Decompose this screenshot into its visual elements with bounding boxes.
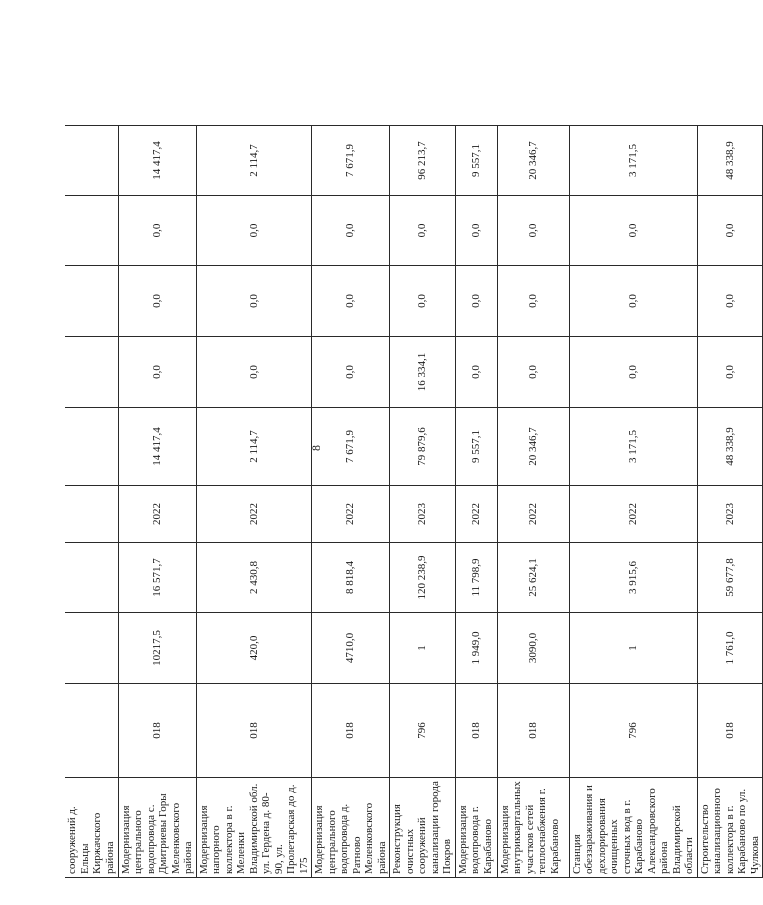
cell-c8 (65, 196, 118, 266)
cell-code: 018 (697, 684, 763, 778)
cell-c3: 8 818,4 (312, 543, 390, 613)
cell-c3: 2 430,8 (196, 543, 312, 613)
cell-c3: 3 915,6 (569, 543, 697, 613)
cell-c6: 0,0 (312, 337, 390, 408)
cell-c5 (65, 408, 118, 486)
cell-c6: 0,0 (569, 337, 697, 408)
cell-c8: 0,0 (118, 196, 196, 266)
cell-name: Модернизация водопровода г. Карабаново (455, 778, 497, 878)
cell-c6: 0,0 (118, 337, 196, 408)
cell-c7: 0,0 (196, 266, 312, 337)
cell-c4: 2022 (455, 486, 497, 543)
cell-c9 (65, 126, 118, 196)
cell-c2: 420,0 (196, 613, 312, 684)
cell-c6: 0,0 (697, 337, 763, 408)
cell-c7: 0,0 (455, 266, 497, 337)
cell-c4 (65, 486, 118, 543)
cell-c9: 14 417,4 (118, 126, 196, 196)
cell-c5: 2 114,7 (196, 408, 312, 486)
cell-c3 (65, 543, 118, 613)
cell-c5: 14 417,4 (118, 408, 196, 486)
cell-c8: 0,0 (196, 196, 312, 266)
cell-code: 018 (497, 684, 569, 778)
cell-name: Модернизация центрального водопровода д. Ратново Меленковского района (312, 778, 390, 878)
table-row (118, 126, 196, 878)
cell-name: Модернизация напорного коллектора в г. Меленки Владимирской обл. ул. Гердена д. 80-90, ул. Пролетарская до д. 175 (196, 778, 312, 878)
cell-c4: 2022 (312, 486, 390, 543)
cell-c2: 1 (569, 613, 697, 684)
cell-c6: 0,0 (497, 337, 569, 408)
cell-c6: 0,0 (455, 337, 497, 408)
table-row (697, 126, 763, 878)
cell-c2: 10217,5 (118, 613, 196, 684)
cell-c4: 2023 (390, 486, 456, 543)
cell-c7: 0,0 (118, 266, 196, 337)
table-row (497, 126, 569, 878)
cell-c9: 2 114,7 (196, 126, 312, 196)
cell-c8: 0,0 (497, 196, 569, 266)
cell-c7: 0,0 (390, 266, 456, 337)
cell-c4: 2022 (497, 486, 569, 543)
cell-c5: 7 671,9 (312, 408, 390, 486)
page-number: 8 (309, 445, 323, 451)
table-row (455, 126, 497, 878)
cell-c2: 1 949,0 (455, 613, 497, 684)
table-row (390, 126, 456, 878)
cell-name: Модернизация центрального водопровода с. Дмитриевы Горы Меленковского района (118, 778, 196, 878)
cell-c3: 25 624,1 (497, 543, 569, 613)
cell-c3: 120 238,9 (390, 543, 456, 613)
cell-c9: 96 213,7 (390, 126, 456, 196)
cell-c4: 2022 (569, 486, 697, 543)
cell-c7: 0,0 (312, 266, 390, 337)
cell-code (65, 684, 118, 778)
cell-name: Модернизация внутриквартальных участков сетей теплоснабжения г. Карабаново (497, 778, 569, 878)
cell-c2: 3090,0 (497, 613, 569, 684)
cell-code: 796 (569, 684, 697, 778)
cell-c5: 3 171,5 (569, 408, 697, 486)
cell-c2 (65, 613, 118, 684)
cell-c6 (65, 337, 118, 408)
table-row (65, 126, 118, 878)
cell-c3: 11 798,9 (455, 543, 497, 613)
cell-c6: 16 334,1 (390, 337, 456, 408)
cell-c5: 48 338,9 (697, 408, 763, 486)
cell-code: 018 (196, 684, 312, 778)
cell-c3: 59 677,8 (697, 543, 763, 613)
cell-code: 796 (390, 684, 456, 778)
cell-c2: 4710,0 (312, 613, 390, 684)
cell-name: Строительство канализационного коллектора в г. Карабаново по ул. Чулкова (697, 778, 763, 878)
cell-code: 018 (312, 684, 390, 778)
cell-code: 018 (118, 684, 196, 778)
cell-c8: 0,0 (697, 196, 763, 266)
cell-c9: 7 671,9 (312, 126, 390, 196)
table-row (569, 126, 697, 878)
cell-c9: 20 346,7 (497, 126, 569, 196)
cell-c6: 0,0 (196, 337, 312, 408)
cell-c4: 2023 (697, 486, 763, 543)
cell-c4: 2022 (118, 486, 196, 543)
table-body (65, 126, 763, 878)
cell-c5: 20 346,7 (497, 408, 569, 486)
cell-c2: 1 761,0 (697, 613, 763, 684)
cell-c3: 16 571,7 (118, 543, 196, 613)
cell-code: 018 (455, 684, 497, 778)
cell-c8: 0,0 (312, 196, 390, 266)
investment-table (65, 125, 763, 878)
cell-c2: 1 (390, 613, 456, 684)
cell-c8: 0,0 (455, 196, 497, 266)
cell-c7: 0,0 (497, 266, 569, 337)
table-row (312, 126, 390, 878)
cell-c4: 2022 (196, 486, 312, 543)
cell-c7 (65, 266, 118, 337)
table-row (196, 126, 312, 878)
cell-c9: 3 171,5 (569, 126, 697, 196)
cell-c9: 48 338,9 (697, 126, 763, 196)
cell-c5: 9 557,1 (455, 408, 497, 486)
cell-c9: 9 557,1 (455, 126, 497, 196)
cell-name: Реконструкция очистных сооружений канализации города Покров (390, 778, 456, 878)
cell-c5: 79 879,6 (390, 408, 456, 486)
cell-c7: 0,0 (569, 266, 697, 337)
cell-c8: 0,0 (390, 196, 456, 266)
cell-c7: 0,0 (697, 266, 763, 337)
cell-name: сооружений д. Ельцы Киржачского района (65, 778, 118, 878)
cell-name: Станция обеззараживания и дехлорирования очищенных сточных вод в г. Карабаново Александровского района Владимирской области (569, 778, 697, 878)
cell-c8: 0,0 (569, 196, 697, 266)
